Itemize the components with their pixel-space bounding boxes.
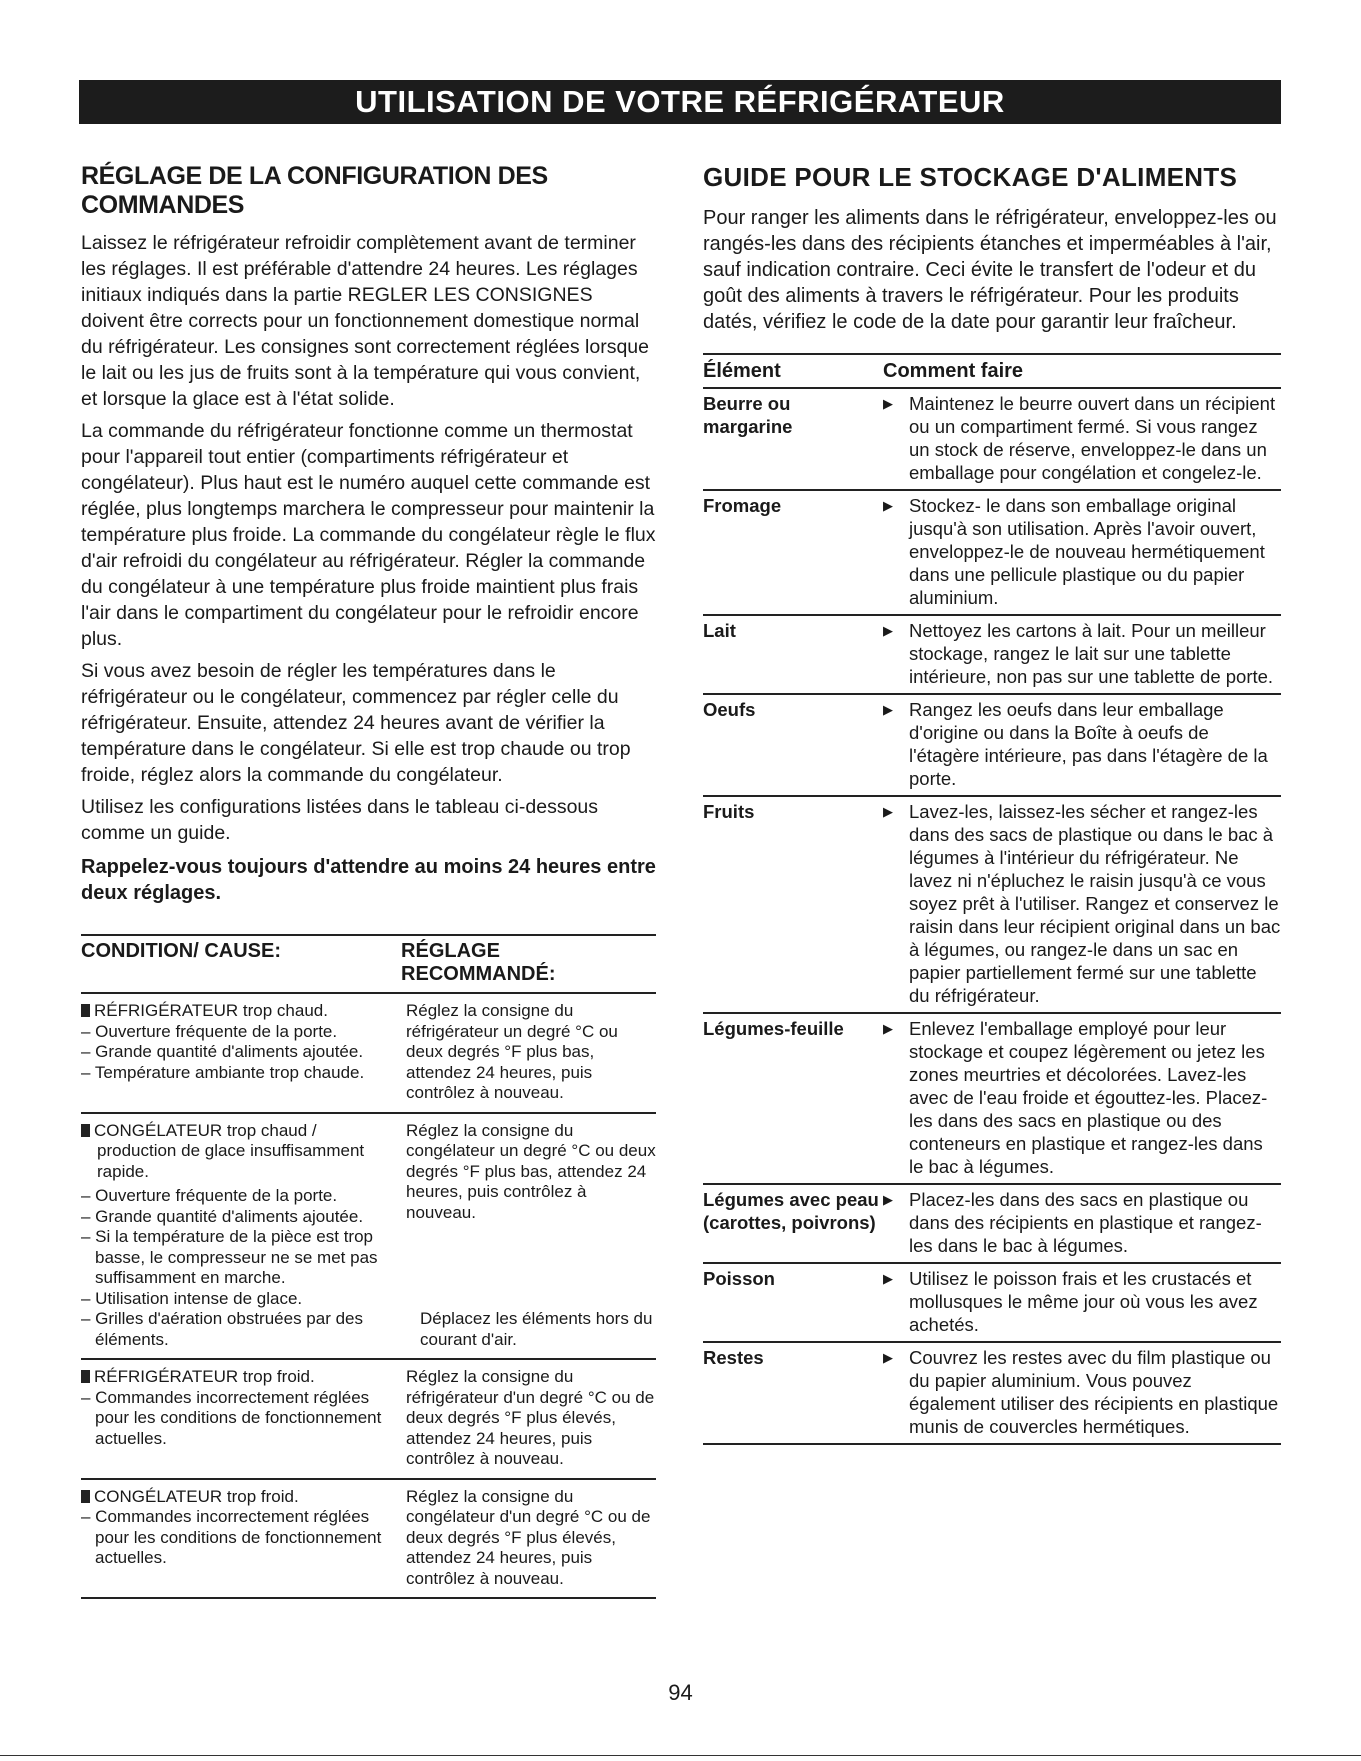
condition-title: RÉFRIGÉRATEUR trop chaud. xyxy=(81,1001,406,1022)
instruction-text: Lavez-les, laissez-les sécher et rangez-les dans des sacs de plastique ou dans le bac à légumes à l'intérieur du réfrigérateur. Ne lavez ni n'épluchez le raisin jusqu'à ce vous soyez prêt à l'utiliser. Rangez et conservez le raisin dans leur récipient original dans un bac à légumes, ou rangez-le dans un sac en papier partiellement fermé sur une tablette du réfrigérateur. xyxy=(909,801,1281,1006)
bullet-square-icon xyxy=(81,1004,90,1017)
storage-heading: GUIDE POUR LE STOCKAGE D'ALIMENTS xyxy=(703,162,1238,192)
table-header xyxy=(703,355,1281,389)
triangle-bullet-icon: ▶ xyxy=(883,1271,893,1286)
cause-item: – Si la température de la pièce est trop basse, le compresseur ne se met pas suffisamment en marche. xyxy=(81,1227,378,1287)
reminder-note: Rappelez-vous toujours d'attendre au moins 24 heures entre deux réglages. xyxy=(81,856,656,904)
table-row xyxy=(703,1264,1281,1343)
storage-instruction xyxy=(883,698,1281,790)
cause-item: – Commandes incorrectement réglées pour les conditions de fonctionnement actuelles. xyxy=(81,1507,382,1567)
food-item-name: Légumes-feuille xyxy=(703,1018,844,1039)
cause-item: – Grande quantité d'aliments ajoutée. xyxy=(81,1206,364,1226)
column-header-how: Comment faire xyxy=(883,360,1024,382)
paragraph: Si vous avez besoin de régler les températures dans le réfrigérateur ou le congélateur, commencez par régler celle du réfrigérateur. Ensuite, attendez 24 heures avant de vérifier la température dans le congélateur. Si elle est trop chaude ou trop froide, réglez alors la commande du congélateur. xyxy=(81,660,631,786)
table-row xyxy=(703,616,1281,695)
controls-heading: RÉGLAGE DE LA CONFIGURATION DES COMMANDES xyxy=(81,162,548,219)
storage-intro: Pour ranger les aliments dans le réfrigérateur, enveloppez-les ou rangés-les dans des récipients étanches et imperméables à l'air, sauf indication contraire. Ceci évite le transfert de l'odeur et du goût des aliments à travers le réfrigérateur. Pour les produits datés, vérifiez le code de la date pour garantir leur fraîcheur. xyxy=(703,207,1277,333)
condition-table xyxy=(81,934,656,1599)
instruction-text: Maintenez le beurre ouvert dans un récipient ou un compartiment fermé. Si vous rangez un stock de réserve, enveloppez-le dans un emballage pour congélation et congelez-le. xyxy=(909,393,1276,483)
cause-item: – Ouverture fréquente de la porte. xyxy=(81,1021,338,1041)
storage-instruction xyxy=(883,800,1281,1007)
triangle-bullet-icon: ▶ xyxy=(883,804,893,819)
setting-text: Réglez la consigne du congélateur d'un degré °C ou de deux degrés °F plus élevés, attendez 24 heures, puis contrôlez à nouveau. xyxy=(406,1486,651,1588)
setting-text: Réglez la consigne du réfrigérateur d'un degré °C ou de deux degrés °F plus élevés, attendez 24 heures, puis contrôlez à nouveau. xyxy=(406,1367,655,1468)
instruction-text: Couvrez les restes avec du film plastique ou du papier aluminium. Vous pouvez également utiliser des récipients en plastique munis de couvercles hermétiques. xyxy=(909,1347,1279,1437)
table-row xyxy=(703,695,1281,797)
cause-item: – Grande quantité d'aliments ajoutée. xyxy=(81,1042,364,1061)
food-item-name: Fruits xyxy=(703,801,755,822)
bottom-divider xyxy=(0,1755,1361,1756)
bullet-square-icon xyxy=(81,1370,90,1383)
table-row xyxy=(81,994,656,1114)
triangle-bullet-icon: ▶ xyxy=(883,1192,893,1207)
paragraph: Utilisez les configurations listées dans le tableau ci-dessous comme un guide. xyxy=(81,796,599,844)
page-banner: UTILISATION DE VOTRE RÉFRIGÉRATEUR xyxy=(79,80,1281,124)
setting-text: Réglez la consigne du congélateur un degré °C ou deux degrés °F plus bas, attendez 24 heures, puis contrôlez à nouveau. xyxy=(406,1120,656,1222)
column-header-item: Élément xyxy=(703,360,781,382)
food-item-name: Lait xyxy=(703,620,736,641)
cause-item: – Ouverture fréquente de la porte. xyxy=(81,1186,338,1205)
instruction-text: Utilisez le poisson frais et les crustacés et mollusques le même jour où vous les avez achetés. xyxy=(909,1268,1258,1335)
food-item-name: Beurre ou margarine xyxy=(703,393,793,437)
setting-text: Réglez la consigne du réfrigérateur un degré °C ou deux degrés °F plus bas, attendez 24 heures, puis contrôlez à nouveau. xyxy=(406,1001,618,1102)
storage-instruction xyxy=(883,1188,1281,1257)
condition-title: RÉFRIGÉRATEUR trop froid. xyxy=(81,1367,406,1388)
left-column xyxy=(81,162,656,1599)
setting-text: Déplacez les éléments hors du courant d'air. xyxy=(420,1309,653,1349)
food-item-name: Poisson xyxy=(703,1268,775,1289)
column-header-setting: RÉGLAGE RECOMMANDÉ: xyxy=(401,940,556,985)
storage-instruction xyxy=(883,1017,1281,1178)
table-row xyxy=(81,1480,656,1600)
triangle-bullet-icon: ▶ xyxy=(883,623,893,638)
table-row xyxy=(703,797,1281,1014)
triangle-bullet-icon: ▶ xyxy=(883,1021,893,1036)
table-row xyxy=(703,389,1281,491)
condition-subtitle: production de glace insuffisamment rapide. xyxy=(97,1141,365,1181)
instruction-text: Placez-les dans des sacs en plastique ou dans des récipients en plastique et rangez-les dans le bac à légumes. xyxy=(909,1189,1262,1256)
instruction-text: Rangez les oeufs dans leur emballage d'origine ou dans la Boîte à oeufs de l'étagère intérieure, pas dans l'étagère de la porte. xyxy=(909,699,1268,789)
storage-instruction xyxy=(883,1267,1281,1336)
column-header-condition: CONDITION/ CAUSE: xyxy=(81,940,281,962)
paragraph: La commande du réfrigérateur fonctionne comme un thermostat pour l'appareil tout entier (compartiments réfrigérateur et congélateur). Plus haut est le numéro auquel cette commande est réglée, plus longtemps marchera le compresseur pour maintenir la température plus froide. La commande du congélateur règle le flux d'air refroidi du congélateur au réfrigérateur. Régler la commande du congélateur à une température plus froide maintient plus frais l'air dans le compartiment du congélateur pour le refroidir encore plus. xyxy=(81,420,656,650)
triangle-bullet-icon: ▶ xyxy=(883,1350,893,1365)
table-row xyxy=(703,491,1281,616)
cause-item: – Commandes incorrectement réglées pour les conditions de fonctionnement actuelles. xyxy=(81,1387,382,1448)
paragraph: Laissez le réfrigérateur refroidir complètement avant de terminer les réglages. Il est préférable d'attendre 24 heures. Les réglages initiaux indiqués dans la partie REGLER LES CONSIGNES doivent être corrects pour un fonctionnement domestique normal du réfrigérateur. Les consignes sont correctement réglées lorsque le lait ou les jus de fruits sont à la température qui vous convient, et lorsque la glace est à l'état solide. xyxy=(81,232,649,410)
cause-item: – Grilles d'aération obstruées par des éléments. xyxy=(81,1309,364,1349)
food-item-name: Légumes avec peau (carottes, poivrons) xyxy=(703,1189,879,1233)
food-item-name: Restes xyxy=(703,1347,764,1368)
bullet-square-icon xyxy=(81,1124,90,1137)
table-row xyxy=(703,1185,1281,1264)
storage-table xyxy=(703,353,1281,1445)
storage-instruction xyxy=(883,1346,1281,1438)
food-item-name: Oeufs xyxy=(703,699,756,720)
page-number: 94 xyxy=(668,1680,693,1705)
triangle-bullet-icon: ▶ xyxy=(883,702,893,717)
instruction-text: Nettoyez les cartons à lait. Pour un meilleur stockage, rangez le lait sur une tablette intérieure, non pas sur une tablette de porte. xyxy=(909,620,1274,687)
triangle-bullet-icon: ▶ xyxy=(883,498,893,513)
table-row xyxy=(703,1343,1281,1445)
table-header xyxy=(81,936,656,994)
condition-title: CONGÉLATEUR trop froid. xyxy=(81,1487,406,1508)
triangle-bullet-icon: ▶ xyxy=(883,396,893,411)
instruction-text: Enlevez l'emballage employé pour leur stockage et coupez légèrement ou jetez les zones meurtries et décolorées. Lavez-les avec de l'eau froide et égouttez-les. Placez-les dans des sacs en plastique ou des conteneurs en plastique et rangez-les dans le bac à légumes. xyxy=(909,1018,1268,1177)
table-row xyxy=(703,1014,1281,1185)
condition-title: CONGÉLATEUR trop chaud / xyxy=(81,1121,406,1142)
instruction-text: Stockez- le dans son emballage original jusqu'à son utilisation. Après l'avoir ouvert, enveloppez-le de nouveau hermétiquement dans une pellicule plastique ou du papier aluminium. xyxy=(909,495,1265,608)
table-row xyxy=(81,1114,656,1361)
table-row xyxy=(81,1360,656,1480)
bullet-square-icon xyxy=(81,1490,90,1503)
cause-item: – Utilisation intense de glace. xyxy=(81,1288,303,1308)
food-item-name: Fromage xyxy=(703,495,782,516)
storage-instruction xyxy=(883,619,1281,688)
cause-item: – Température ambiante trop chaude. xyxy=(81,1062,365,1082)
storage-instruction xyxy=(883,392,1281,484)
right-column xyxy=(703,162,1281,1445)
storage-instruction xyxy=(883,494,1281,609)
